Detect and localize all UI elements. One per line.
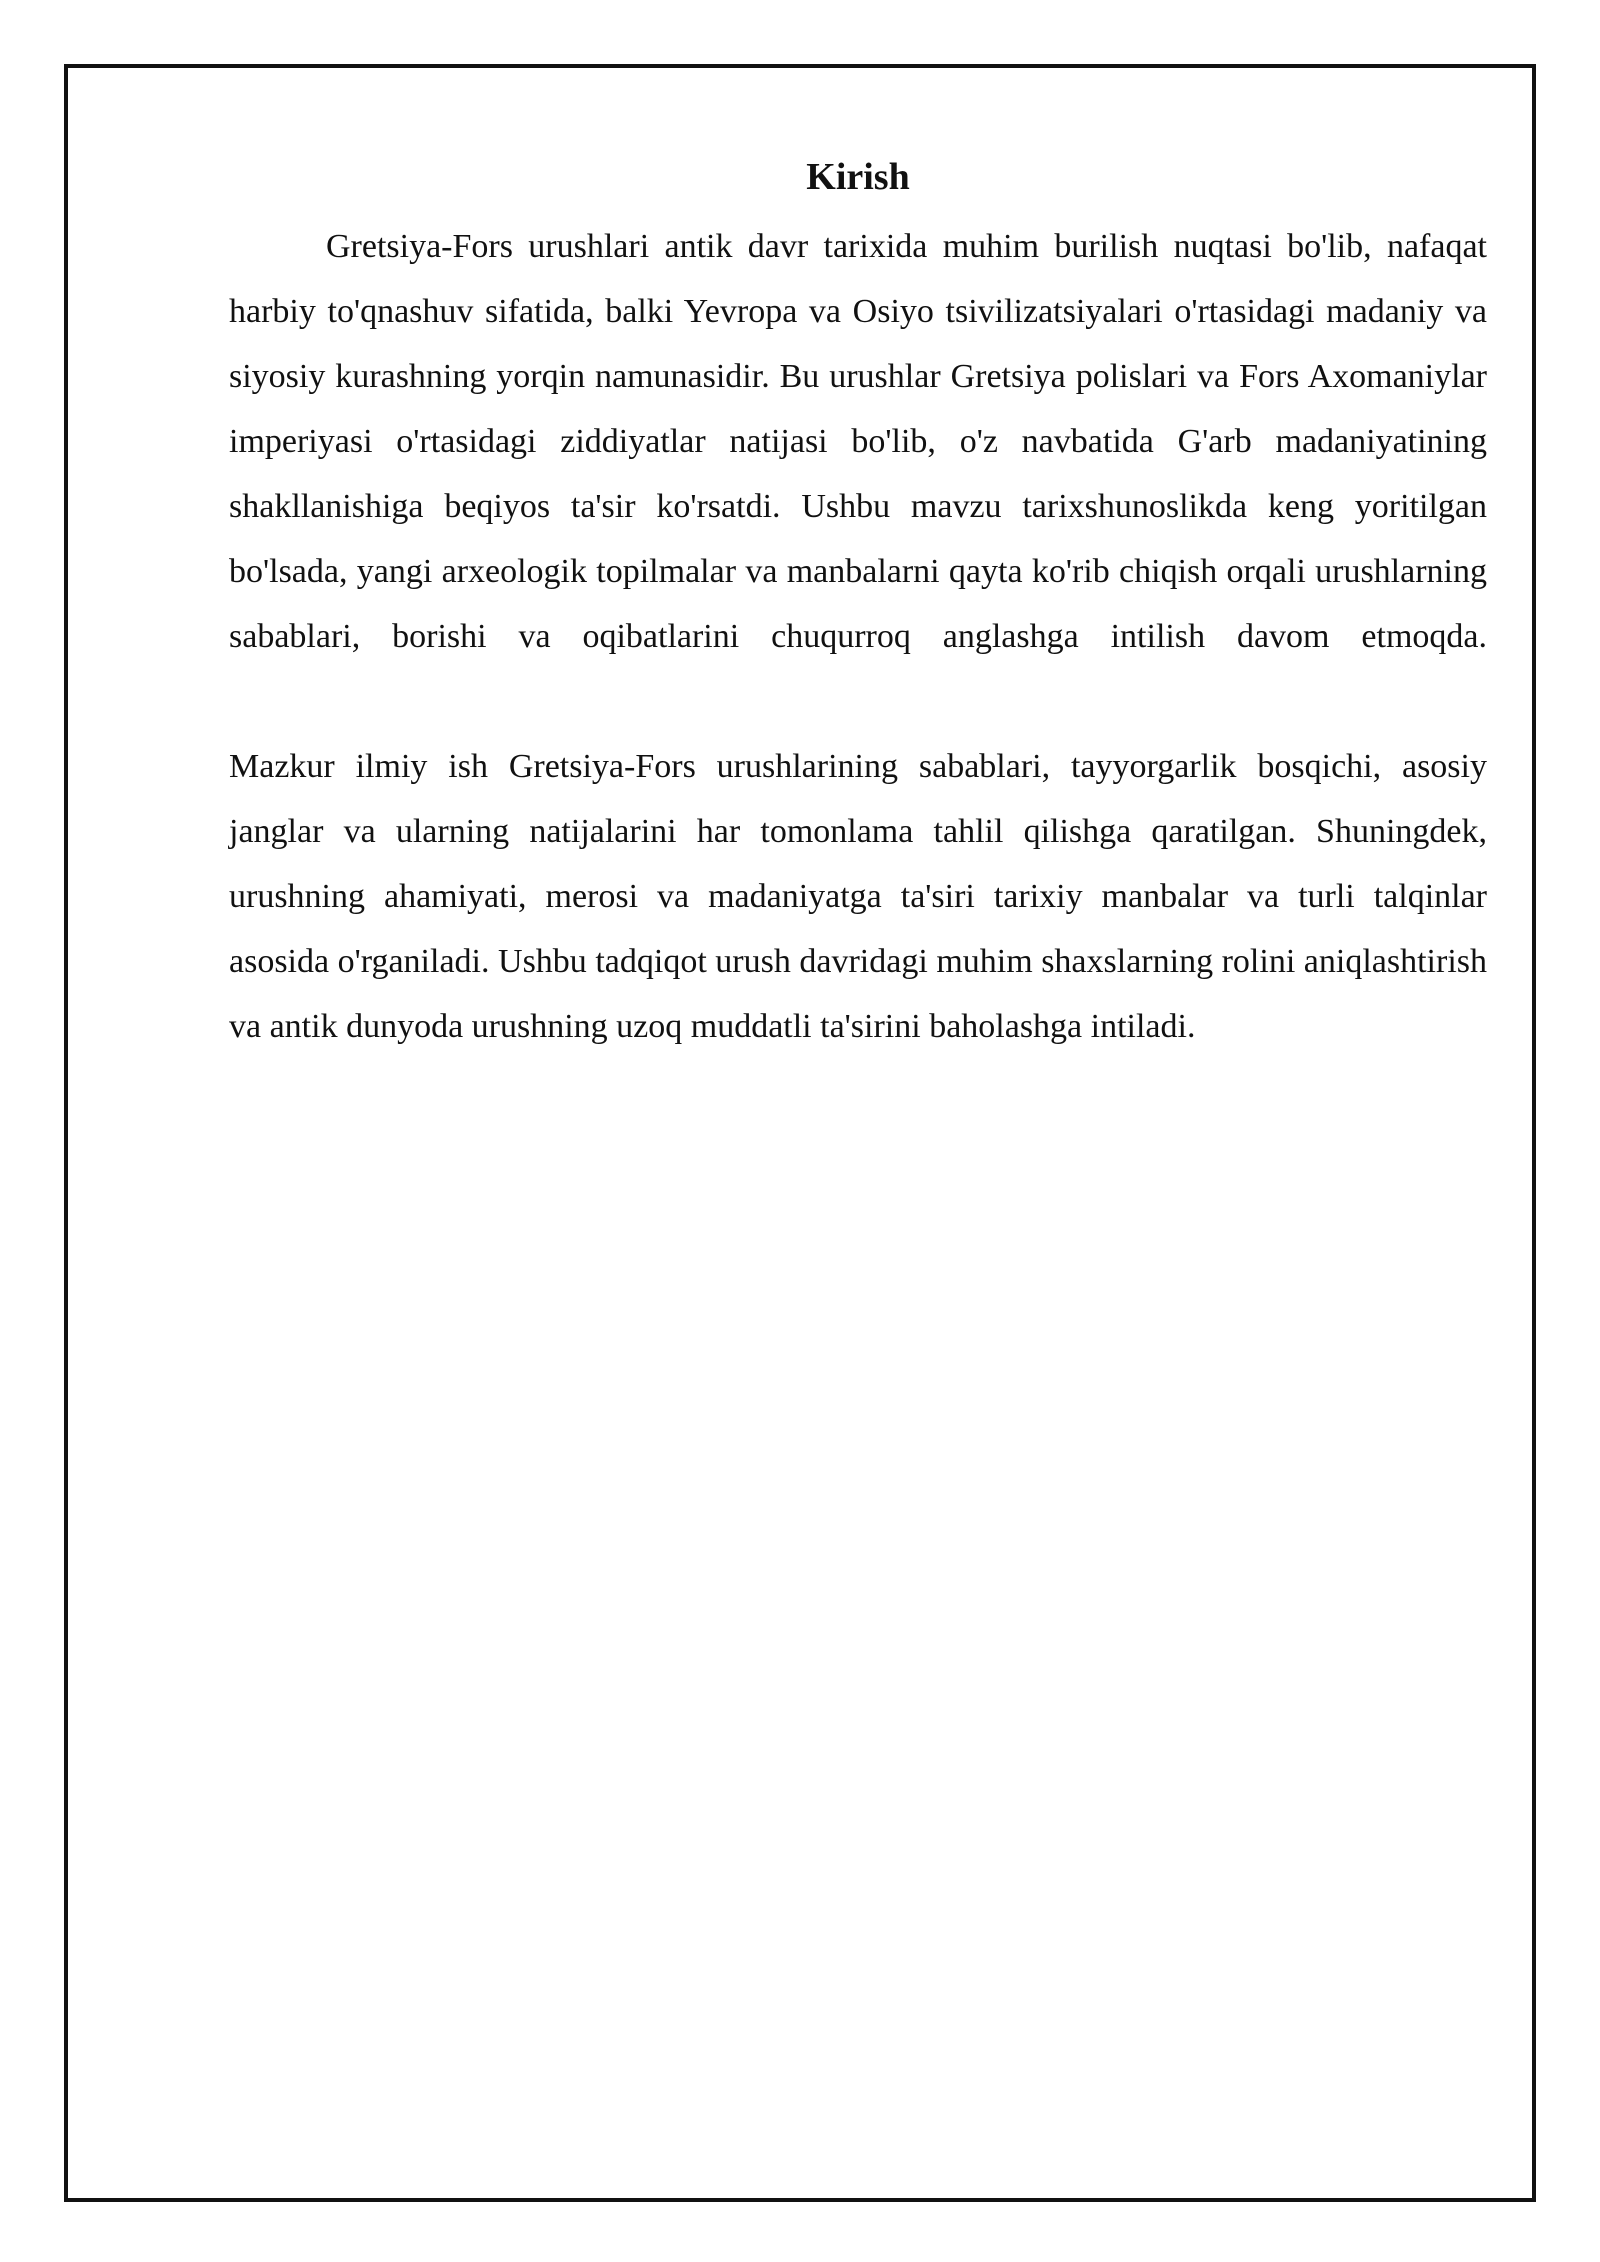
paragraph-research-aim: Mazkur ilmiy ish Gretsiya-Fors urushlarining sabablari, tayyorgarlik bosqichi, asosiy janglar va ularning natijalarini har tomonlama tahlil qilishga qaratilgan. Shuningdek, urushning ahamiyati, merosi va madaniyatga ta'siri tarixiy manbalar va turli talqinlar asosida o'rganiladi. Ushbu tadqiqot urush davridagi muhim shaxslarning rolini aniqlashtirish va antik dunyoda urushning uzoq muddatli ta'sirini baholashga intiladi.: [229, 748, 1487, 1045]
paragraph-spacer: [229, 669, 1487, 734]
paragraph-introduction: Gretsiya-Fors urushlari antik davr tarixida muhim burilish nuqtasi bo'lib, nafaqat harbiy to'qnashuv sifatida, balki Yevropa va Osiyo tsivilizatsiyalari o'rtasidagi madaniy va siyosiy kurashning yorqin namunasidir. Bu urushlar Gretsiya polislari va Fors Axomaniylar imperiyasi o'rtasidagi ziddiyatlar natijasi bo'lib, o'z navbatida G'arb madaniyatining shakllanishiga beqiyos ta'sir ko'rsatdi. Ushbu mavzu tarixshunoslikda keng yoritilgan bo'lsada, yangi arxeologik topilmalar va manbalarni qayta ko'rib chiqish orqali urushlarning sabablari, borishi va oqibatlarini chuqurroq anglashga intilish davom etmoqda.: [229, 228, 1487, 655]
document-heading: Kirish: [806, 156, 910, 198]
document-body: [229, 140, 1487, 1059]
